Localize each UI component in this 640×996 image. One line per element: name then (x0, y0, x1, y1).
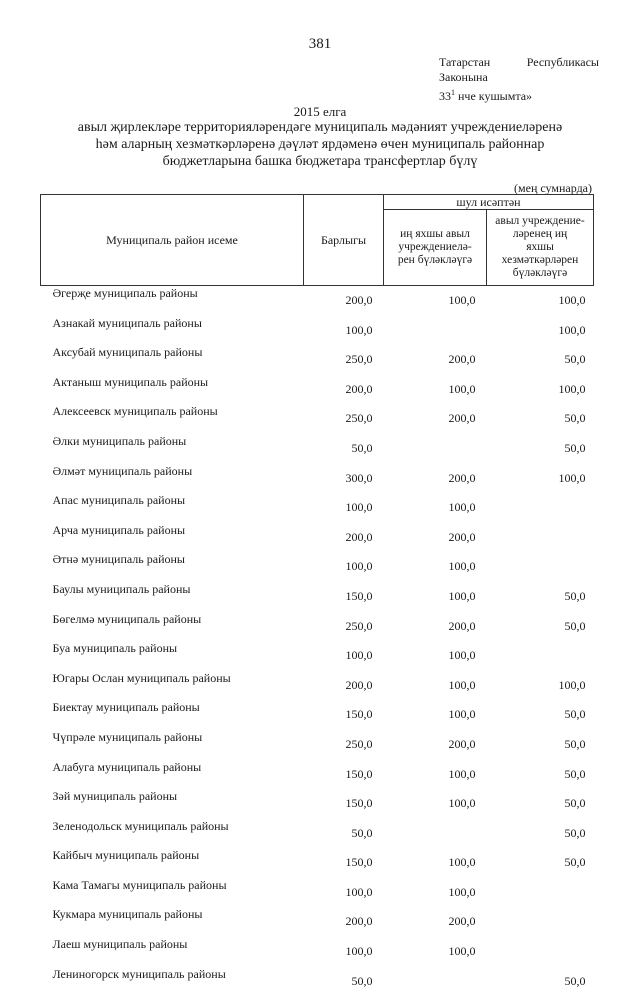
total-cell: 250,0 (304, 612, 384, 642)
best-employees-cell: 100,0 (487, 464, 594, 494)
district-name-cell: Әлки муниципаль районы (41, 434, 304, 464)
total-cell: 200,0 (304, 907, 384, 937)
district-name-cell: Алексеевск муниципаль районы (41, 404, 304, 434)
district-name-cell: Әлмәт муниципаль районы (41, 464, 304, 494)
best-employees-cell: 50,0 (487, 404, 594, 434)
best-institutions-cell: 200,0 (384, 345, 487, 375)
table-row (41, 671, 594, 701)
district-name-cell: Лаеш муниципаль районы (41, 937, 304, 967)
best-institutions-cell: 200,0 (384, 612, 487, 642)
district-name-cell: Бөгелмә муниципаль районы (41, 612, 304, 642)
table-row (41, 907, 594, 937)
best-employees-cell (487, 552, 594, 582)
best-employees-cell: 50,0 (487, 700, 594, 730)
best-institutions-cell: 200,0 (384, 464, 487, 494)
best-institutions-cell (384, 967, 487, 996)
total-cell: 250,0 (304, 730, 384, 760)
best-employees-cell: 50,0 (487, 789, 594, 819)
table-row (41, 730, 594, 760)
table-row (41, 404, 594, 434)
district-name-cell: Лениногорск муниципаль районы (41, 967, 304, 996)
total-cell: 100,0 (304, 493, 384, 523)
best-employees-cell (487, 493, 594, 523)
best-employees-cell: 100,0 (487, 375, 594, 405)
district-name-cell: Зеленодольск муниципаль районы (41, 819, 304, 849)
appendix-line1-b: Республикасы (527, 55, 599, 70)
header-line: авыл учреждение- (489, 215, 591, 228)
total-cell: 300,0 (304, 464, 384, 494)
total-cell: 150,0 (304, 582, 384, 612)
page-number: 381 (0, 36, 640, 53)
column-header-including: шул исәптән (384, 195, 594, 210)
total-cell: 50,0 (304, 434, 384, 464)
appendix-line2: Законына (439, 70, 599, 85)
best-employees-cell: 50,0 (487, 582, 594, 612)
table-row (41, 700, 594, 730)
district-name-cell: Югары Ослан муниципаль районы (41, 671, 304, 701)
best-institutions-cell: 100,0 (384, 582, 487, 612)
district-name-cell: Буа муниципаль районы (41, 641, 304, 671)
total-cell: 100,0 (304, 316, 384, 346)
total-cell: 50,0 (304, 967, 384, 996)
column-header-total: Барлыгы (304, 195, 384, 286)
total-cell: 50,0 (304, 819, 384, 849)
district-name-cell: Апас муниципаль районы (41, 493, 304, 523)
best-institutions-cell: 100,0 (384, 286, 487, 316)
total-cell: 150,0 (304, 760, 384, 790)
appendix-line3 (439, 85, 599, 104)
header-line: хезмәткәрләрен (489, 254, 591, 267)
district-name-cell: Арча муниципаль районы (41, 523, 304, 553)
best-institutions-cell: 100,0 (384, 878, 487, 908)
best-employees-cell: 50,0 (487, 848, 594, 878)
table-row (41, 316, 594, 346)
table-row (41, 937, 594, 967)
best-institutions-cell: 100,0 (384, 641, 487, 671)
appendix-line1-a: Татарстан (439, 55, 490, 70)
title-line-1: авыл җирлекләре территорияләрендәге муниципаль мәдәният учреждениеләренә (40, 119, 600, 136)
district-name-cell: Кайбыч муниципаль районы (41, 848, 304, 878)
table-row (41, 967, 594, 996)
district-name-cell: Зәй муниципаль районы (41, 789, 304, 819)
title-line-2: һәм аларның хезмәткәрләренә дәүләт ярдәменә өчен муниципаль районнар (40, 136, 600, 153)
district-name-cell: Аксубай муниципаль районы (41, 345, 304, 375)
allocation-table (40, 194, 594, 996)
table-row (41, 819, 594, 849)
total-cell: 100,0 (304, 878, 384, 908)
total-cell: 100,0 (304, 641, 384, 671)
best-institutions-cell: 200,0 (384, 404, 487, 434)
table-row (41, 612, 594, 642)
total-cell: 100,0 (304, 552, 384, 582)
total-cell: 200,0 (304, 375, 384, 405)
table-row (41, 848, 594, 878)
table-row (41, 434, 594, 464)
best-institutions-cell (384, 819, 487, 849)
district-name-cell: Чүпрәле муниципаль районы (41, 730, 304, 760)
best-institutions-cell (384, 316, 487, 346)
header-line: яхшы (489, 241, 591, 254)
table-row (41, 464, 594, 494)
best-institutions-cell (384, 434, 487, 464)
best-employees-cell: 100,0 (487, 671, 594, 701)
district-name-cell: Актаныш муниципаль районы (41, 375, 304, 405)
table-row (41, 345, 594, 375)
document-title (40, 119, 600, 170)
header-line: учреждениелә- (386, 241, 484, 254)
total-cell: 250,0 (304, 404, 384, 434)
column-header-name: Муниципаль район исеме (41, 195, 304, 286)
best-institutions-cell: 100,0 (384, 789, 487, 819)
best-institutions-cell: 100,0 (384, 937, 487, 967)
district-name-cell: Алабуга муниципаль районы (41, 760, 304, 790)
header-line: ләренең иң (489, 228, 591, 241)
table-row (41, 552, 594, 582)
best-employees-cell (487, 878, 594, 908)
best-employees-cell: 50,0 (487, 730, 594, 760)
header-line: иң яхшы авыл (386, 228, 484, 241)
district-name-cell: Кукмара муниципаль районы (41, 907, 304, 937)
best-institutions-cell: 100,0 (384, 552, 487, 582)
total-cell: 200,0 (304, 671, 384, 701)
best-institutions-cell: 100,0 (384, 671, 487, 701)
table-header (41, 195, 594, 286)
table-row (41, 760, 594, 790)
document-year: 2015 елга (0, 104, 640, 120)
best-employees-cell: 50,0 (487, 967, 594, 996)
total-cell: 150,0 (304, 789, 384, 819)
title-line-3: бюджетларына башка бюджетара трансфертлар бүлү (40, 153, 600, 170)
district-name-cell: Биектау муниципаль районы (41, 700, 304, 730)
table-row (41, 286, 594, 316)
table-body (41, 286, 594, 996)
best-employees-cell: 100,0 (487, 316, 594, 346)
best-employees-cell (487, 907, 594, 937)
appendix-note (439, 55, 599, 104)
table-row (41, 523, 594, 553)
total-cell: 150,0 (304, 848, 384, 878)
best-institutions-cell: 100,0 (384, 375, 487, 405)
total-cell: 100,0 (304, 937, 384, 967)
total-cell: 150,0 (304, 700, 384, 730)
best-employees-cell: 50,0 (487, 760, 594, 790)
header-line: бүләкләүгә (489, 267, 591, 280)
table-row (41, 493, 594, 523)
best-employees-cell: 50,0 (487, 434, 594, 464)
best-employees-cell: 50,0 (487, 819, 594, 849)
table-row (41, 641, 594, 671)
district-name-cell: Баулы муниципаль районы (41, 582, 304, 612)
total-cell: 200,0 (304, 286, 384, 316)
header-line: рен бүләкләүгә (386, 254, 484, 267)
best-institutions-cell: 200,0 (384, 907, 487, 937)
district-name-cell: Әтнә муниципаль районы (41, 552, 304, 582)
best-institutions-cell: 100,0 (384, 848, 487, 878)
total-cell: 200,0 (304, 523, 384, 553)
best-employees-cell (487, 641, 594, 671)
column-header-best-institutions (384, 210, 487, 286)
table-row (41, 878, 594, 908)
unit-note: (мең сумнарда) (514, 181, 592, 196)
best-employees-cell (487, 937, 594, 967)
table-row (41, 375, 594, 405)
column-header-best-employees (487, 210, 594, 286)
district-name-cell: Әгерҗе муниципаль районы (41, 286, 304, 316)
best-institutions-cell: 100,0 (384, 700, 487, 730)
total-cell: 250,0 (304, 345, 384, 375)
appendix-suffix: нче кушымта» (455, 89, 532, 103)
best-institutions-cell: 200,0 (384, 523, 487, 553)
appendix-number: 33 (439, 89, 451, 103)
table-row (41, 582, 594, 612)
district-name-cell: Азнакай муниципаль районы (41, 316, 304, 346)
best-institutions-cell: 100,0 (384, 493, 487, 523)
best-institutions-cell: 200,0 (384, 730, 487, 760)
best-employees-cell: 50,0 (487, 612, 594, 642)
best-employees-cell (487, 523, 594, 553)
best-institutions-cell: 100,0 (384, 760, 487, 790)
appendix-superscript: 1 (451, 88, 455, 97)
district-name-cell: Кама Тамагы муниципаль районы (41, 878, 304, 908)
best-employees-cell: 50,0 (487, 345, 594, 375)
table-row (41, 789, 594, 819)
best-employees-cell: 100,0 (487, 286, 594, 316)
